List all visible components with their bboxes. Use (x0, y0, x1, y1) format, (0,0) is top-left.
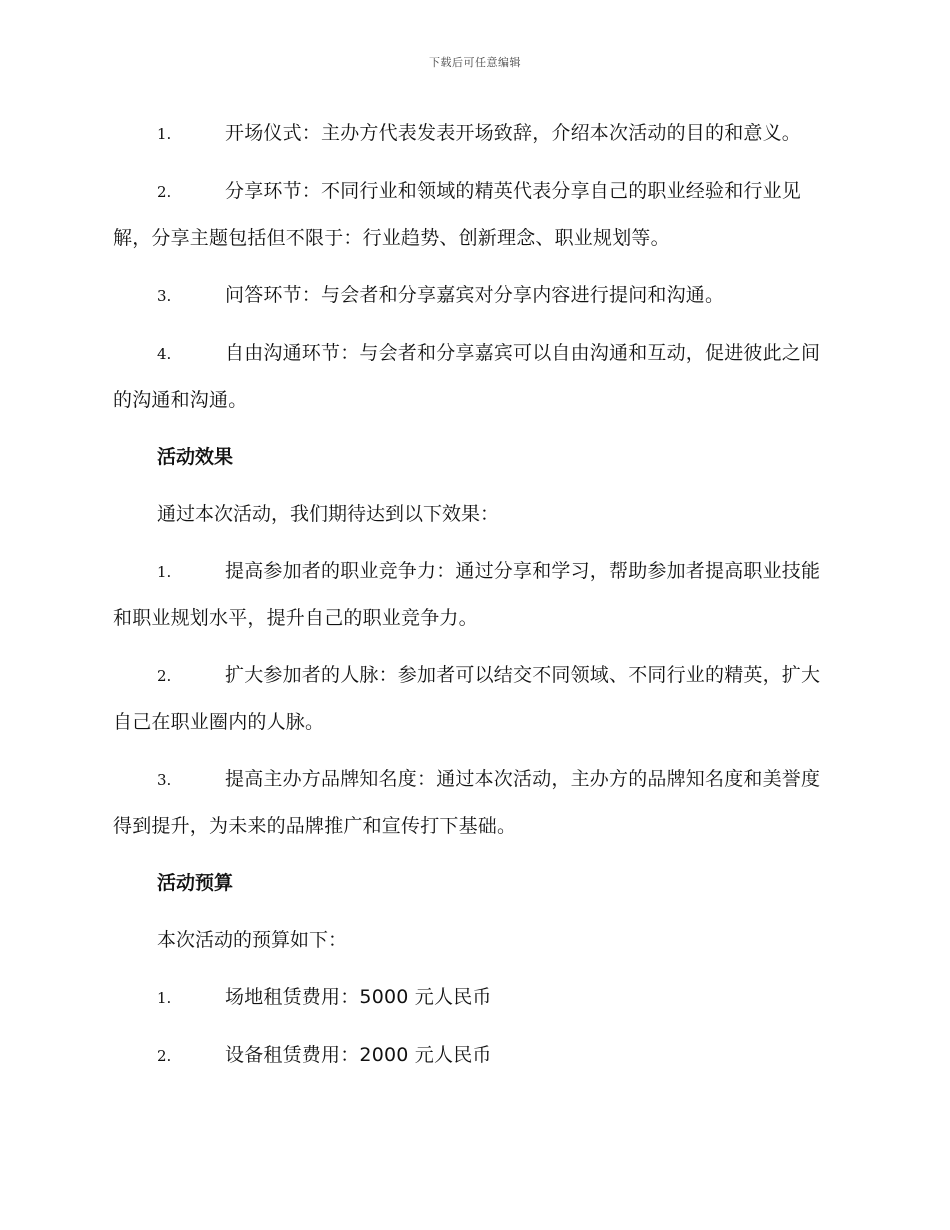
list-item (113, 330, 835, 423)
budget-list (113, 974, 835, 1079)
program-list (113, 110, 835, 423)
list-item (113, 110, 835, 157)
list-item-text: 提高参加者的职业竞争力：通过分享和学习，帮助参加者提高职业技能和职业规划水平，提升自己的职业竞争力。 (113, 560, 821, 629)
list-item-text: 分享环节：不同行业和领域的精英代表分享自己的职业经验和行业见解，分享主题包括但不限于：行业趋势、创新理念、职业规划等。 (113, 180, 802, 249)
document-body (113, 110, 835, 1090)
budget-intro: 本次活动的预算如下： (157, 929, 348, 951)
list-item (113, 548, 835, 641)
list-item-number: 4. (157, 345, 172, 363)
list-item-text: 问答环节：与会者和分享嘉宾对分享内容进行提问和沟通。 (225, 284, 725, 306)
list-item-number: 2. (157, 183, 172, 201)
list-item (113, 168, 835, 261)
effects-list (113, 548, 835, 849)
list-item (113, 756, 835, 849)
list-item (113, 652, 835, 745)
list-item (113, 1032, 835, 1079)
list-item-text: 场地租赁费用：5000 元人民币 (225, 986, 492, 1008)
list-item-number: 2. (157, 667, 172, 685)
budget-heading: 活动预算 (157, 872, 234, 894)
list-item-text: 开场仪式：主办方代表发表开场致辞，介绍本次活动的目的和意义。 (225, 122, 802, 144)
list-item-number: 2. (157, 1047, 172, 1065)
list-item-number: 1. (157, 563, 172, 581)
list-item-text: 设备租赁费用：2000 元人民币 (225, 1044, 492, 1066)
list-item (113, 974, 835, 1021)
list-item-number: 1. (157, 125, 172, 143)
list-item-number: 3. (157, 771, 172, 789)
list-item-text: 提高主办方品牌知名度：通过本次活动，主办方的品牌知名度和美誉度得到提升，为未来的品牌推广和宣传打下基础。 (113, 768, 821, 837)
list-item-number: 1. (157, 989, 172, 1007)
page-header-note: 下载后可任意编辑 (429, 56, 521, 69)
effects-intro: 通过本次活动，我们期待达到以下效果： (157, 503, 500, 525)
effects-heading: 活动效果 (157, 446, 234, 468)
list-item-text: 扩大参加者的人脉：参加者可以结交不同领域、不同行业的精英，扩大自己在职业圈内的人脉。 (113, 664, 821, 733)
list-item-text: 自由沟通环节：与会者和分享嘉宾可以自由沟通和互动，促进彼此之间的沟通和沟通。 (113, 342, 821, 411)
list-item (113, 272, 835, 319)
list-item-number: 3. (157, 287, 172, 305)
